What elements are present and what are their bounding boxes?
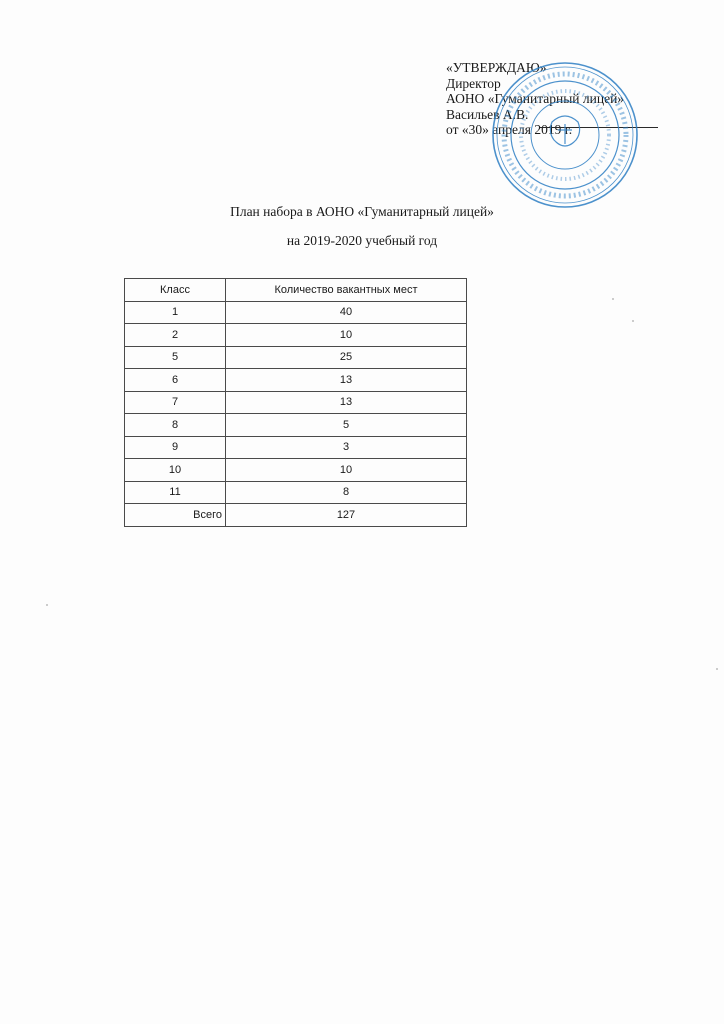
total-value: 127 bbox=[226, 504, 467, 527]
class-cell: 7 bbox=[125, 391, 226, 414]
vacancies-cell: 8 bbox=[226, 481, 467, 504]
scan-speck bbox=[716, 668, 718, 670]
scan-speck bbox=[632, 320, 634, 322]
approval-signatory: Васильев А.В. bbox=[446, 106, 529, 122]
approval-date: от «30» апреля 2019 г. bbox=[446, 122, 573, 137]
document-title: План набора в АОНО «Гуманитарный лицей» bbox=[230, 204, 494, 219]
table-row bbox=[125, 414, 467, 437]
table-row bbox=[125, 436, 467, 459]
approval-position: Директор bbox=[446, 75, 501, 91]
table-row bbox=[125, 301, 467, 324]
table-row bbox=[125, 481, 467, 504]
scan-speck bbox=[612, 298, 614, 300]
vacancies-cell: 3 bbox=[226, 436, 467, 459]
document-subtitle: на 2019-2020 учебный год bbox=[286, 233, 438, 248]
scan-speck bbox=[46, 604, 48, 606]
class-cell: 11 bbox=[125, 481, 226, 504]
approval-heading: «УТВЕРЖДАЮ» bbox=[446, 60, 547, 75]
vacancies-cell: 5 bbox=[226, 414, 467, 437]
class-cell: 6 bbox=[125, 369, 226, 392]
vacancies-cell: 40 bbox=[226, 301, 467, 324]
class-cell: 5 bbox=[125, 346, 226, 369]
approval-organization: АОНО «Гуманитарный лицей» bbox=[446, 91, 625, 106]
enrollment-plan-table bbox=[124, 278, 467, 527]
table-row bbox=[125, 391, 467, 414]
vacancies-cell: 25 bbox=[226, 346, 467, 369]
vacancies-cell: 13 bbox=[226, 369, 467, 392]
vacancies-cell: 10 bbox=[226, 459, 467, 482]
official-stamp bbox=[490, 60, 640, 210]
class-cell: 10 bbox=[125, 459, 226, 482]
class-cell: 1 bbox=[125, 301, 226, 324]
table-row bbox=[125, 346, 467, 369]
table-total-row bbox=[125, 504, 467, 527]
table-row bbox=[125, 459, 467, 482]
table-row bbox=[125, 324, 467, 347]
class-cell: 2 bbox=[125, 324, 226, 347]
vacancies-cell: 10 bbox=[226, 324, 467, 347]
class-cell: 8 bbox=[125, 414, 226, 437]
table-header-row bbox=[125, 279, 467, 302]
stamp-emblem bbox=[550, 116, 579, 146]
total-label: Всего bbox=[125, 504, 226, 527]
column-header-class: Класс bbox=[125, 279, 226, 302]
table-row bbox=[125, 369, 467, 392]
column-header-vacancies: Количество вакантных мест bbox=[226, 279, 467, 302]
class-cell: 9 bbox=[125, 436, 226, 459]
vacancies-cell: 13 bbox=[226, 391, 467, 414]
